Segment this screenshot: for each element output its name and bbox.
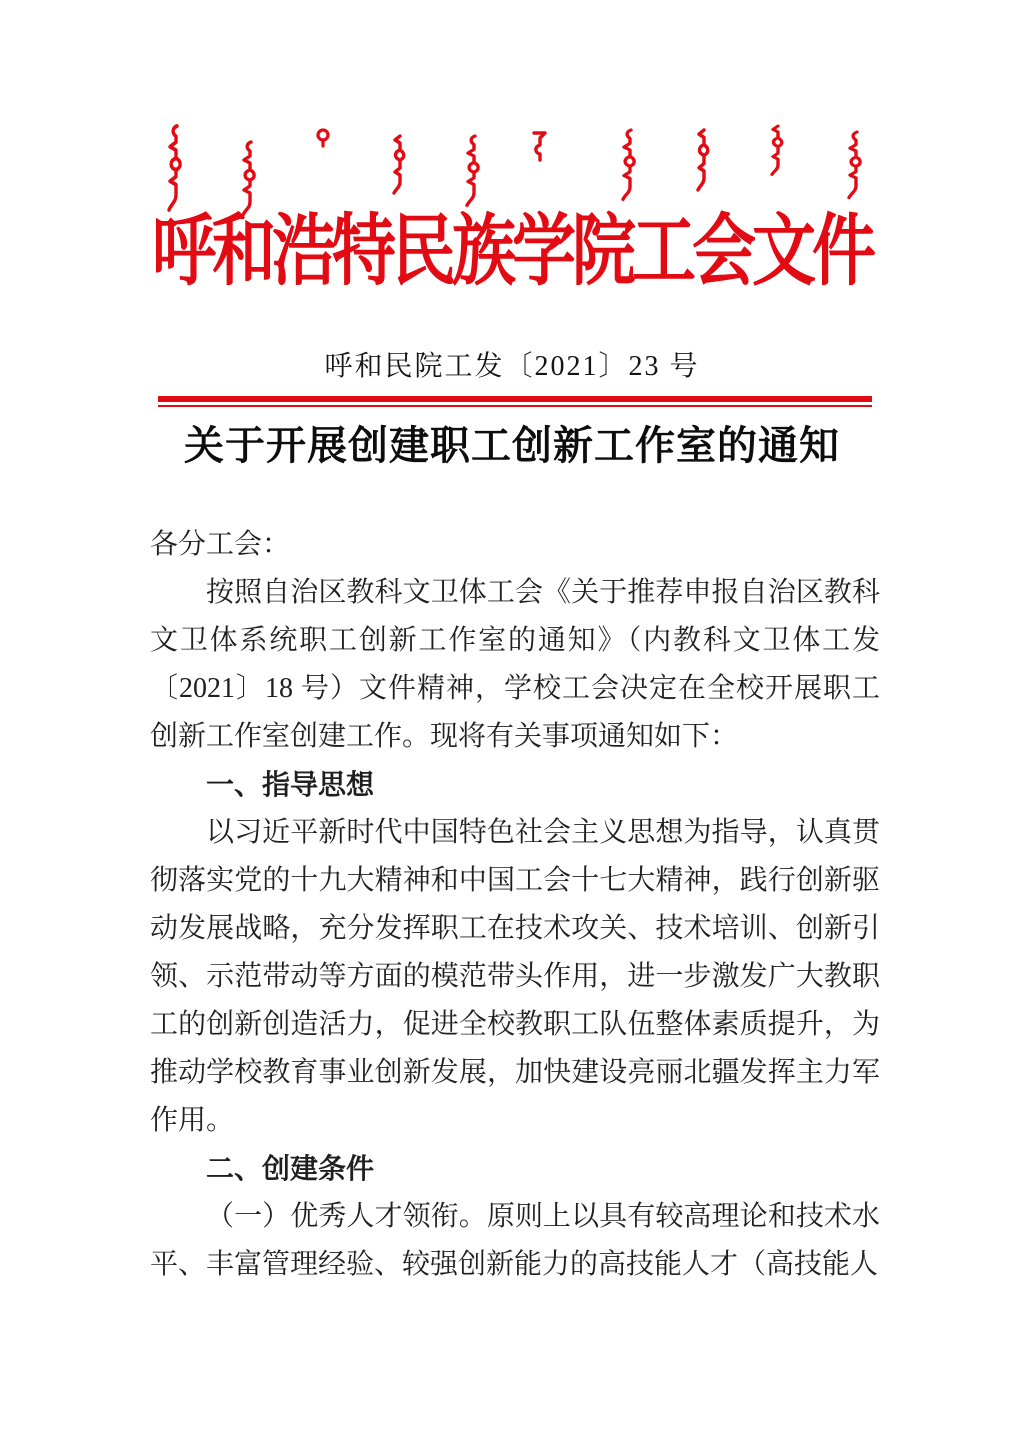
section-heading: 二、创建条件 bbox=[206, 1153, 375, 1184]
document-body bbox=[150, 521, 880, 1289]
salutation: 各分工会： bbox=[150, 529, 291, 560]
red-separator-rule bbox=[158, 396, 872, 407]
doc-number: 呼和民院工发〔2021〕23 号 bbox=[324, 351, 700, 382]
mongolian-script bbox=[160, 120, 872, 220]
mongolian-script-glyphs bbox=[160, 120, 872, 220]
org-title: 呼和浩特民族学院工会文件 bbox=[152, 208, 872, 295]
body-paragraph: 按照自治区教科文卫体工会《关于推荐申报自治区教科文卫体系统职工创新工作室的通知》（内教科文卫体工发〔2021〕18 号）文件精神，学校工会决定在全校开展职工创新工作室创建工作。现将有关事项通知如下： bbox=[150, 577, 880, 752]
section-heading: 一、指导思想 bbox=[206, 769, 375, 800]
body-paragraph: 以习近平新时代中国特色社会主义思想为指导，认真贯彻落实党的十九大精神和中国工会十七大精神，践行创新驱动发展战略，充分发挥职工在技术攻关、技术培训、创新引领、示范带动等方面的模范带头作用，进一步激发广大教职工的创新创造活力，促进全校教职工队伍整体素质提升，为推动学校教育事业创新发展，加快建设亮丽北疆发挥主力军作用。 bbox=[150, 817, 880, 1136]
body-paragraph: （一）优秀人才领衔。原则上以具有较高理论和技术水平、丰富管理经验、较强创新能力的高技能人才（高技能人 bbox=[150, 1201, 880, 1280]
notice-title: 关于开展创建职工创新工作室的通知 bbox=[184, 423, 840, 468]
red-rule-thin-line bbox=[158, 405, 872, 407]
